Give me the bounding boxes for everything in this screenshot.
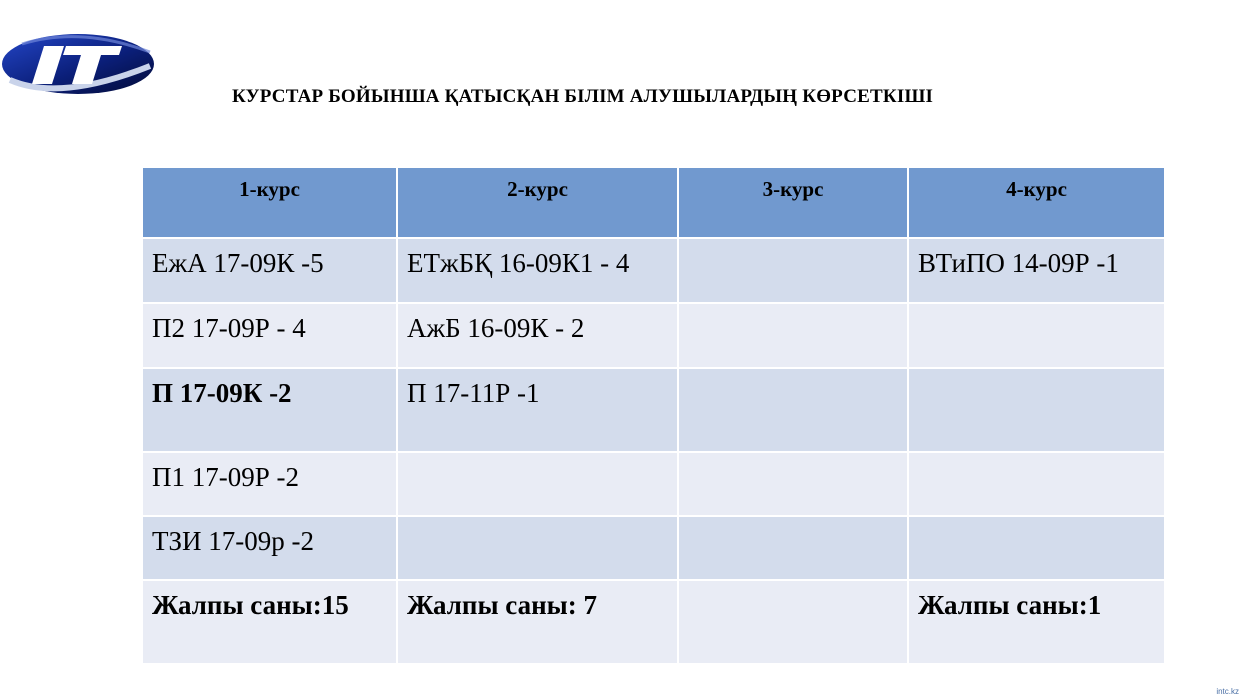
table-cell: П1 17-09Р -2	[142, 452, 397, 516]
table-row	[142, 238, 1165, 303]
table-cell: ТЗИ 17-09р -2	[142, 516, 397, 580]
table-cell	[908, 516, 1165, 580]
table-cell	[678, 238, 908, 303]
header-course-1: 1-курс	[142, 167, 397, 238]
table-cell: П2 17-09Р - 4	[142, 303, 397, 368]
page-title: КУРСТАР БОЙЫНША ҚАТЫСҚАН БІЛІМ АЛУШЫЛАРДЫҢ КӨРСЕТКІШІ	[232, 86, 934, 107]
course-table	[141, 166, 1166, 665]
total-cell	[678, 580, 908, 664]
header-course-2: 2-курс	[397, 167, 678, 238]
table-row	[142, 516, 1165, 580]
table-cell: ЕТжБҚ 16-09К1 - 4	[397, 238, 678, 303]
table-cell	[678, 452, 908, 516]
footer-site-label: intc.kz	[1216, 687, 1239, 696]
table-cell	[908, 452, 1165, 516]
table-cell	[908, 368, 1165, 452]
header-course-3: 3-курс	[678, 167, 908, 238]
table-cell: АжБ 16-09К - 2	[397, 303, 678, 368]
it-logo	[0, 22, 160, 104]
total-cell: Жалпы саны:1	[908, 580, 1165, 664]
table-row	[142, 368, 1165, 452]
table-cell	[397, 452, 678, 516]
table-cell	[908, 303, 1165, 368]
table-cell: П 17-09К -2	[142, 368, 397, 452]
total-cell: Жалпы саны:15	[142, 580, 397, 664]
table-row	[142, 303, 1165, 368]
table-cell: П 17-11Р -1	[397, 368, 678, 452]
total-cell: Жалпы саны: 7	[397, 580, 678, 664]
header-course-4: 4-курс	[908, 167, 1165, 238]
table-cell: ЕжА 17-09К -5	[142, 238, 397, 303]
total-row	[142, 580, 1165, 664]
header-row	[142, 167, 1165, 238]
table-cell	[397, 516, 678, 580]
table-cell: ВТиПО 14-09Р -1	[908, 238, 1165, 303]
table-cell	[678, 303, 908, 368]
table-row	[142, 452, 1165, 516]
table-cell	[678, 368, 908, 452]
table-cell	[678, 516, 908, 580]
